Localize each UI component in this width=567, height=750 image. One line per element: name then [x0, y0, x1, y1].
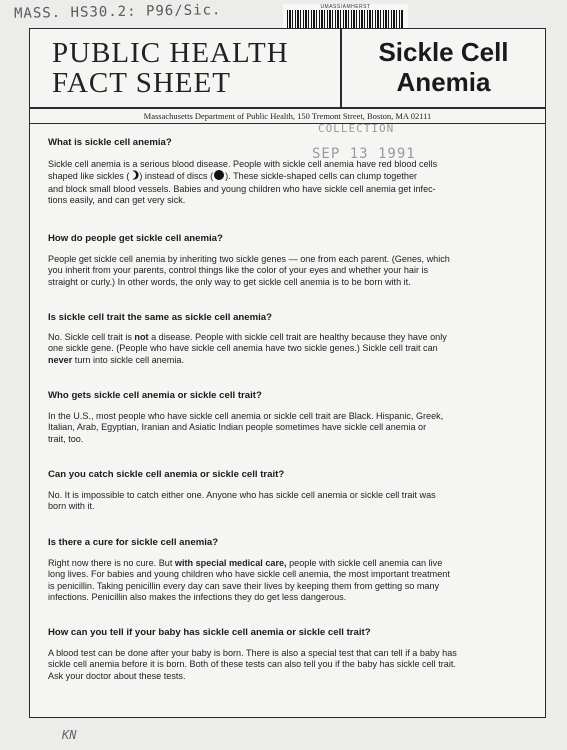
- answer-line: you inherit from your parents, control things like the color of your eyes and whether your hair is: [48, 265, 429, 276]
- disc-shape-icon: [213, 170, 225, 183]
- answer-line: No. It is impossible to catch either one. Anyone who has sickle cell anemia or sickle cell trait was: [48, 490, 436, 500]
- section-question: What is sickle cell anemia?: [48, 137, 172, 148]
- answer-line: People get sickle cell anemia by inheriting two sickle genes — one from each parent. (Genes, which: [48, 254, 450, 264]
- answer-line: A blood test can be done after your baby is born. There is also a special test that can tell if a baby has: [48, 648, 457, 658]
- answer-text: turn into sickle cell anemia.: [72, 354, 184, 365]
- answer-line: Italian, Arab, Egyptian, Iranian and Asiatic Indian people sometimes have sickle cell anemia or: [48, 422, 427, 433]
- answer-emphasis: with special medical care,: [174, 558, 287, 568]
- header-topic-block: [342, 29, 545, 107]
- library-stamp-date: SEP 13 1991: [312, 146, 416, 162]
- section-catch: [48, 469, 436, 513]
- answer-line: born with it.: [48, 501, 95, 512]
- answer-line: and block small blood vessels. Babies and young children who have sickle cell anemia get infec-: [48, 183, 436, 194]
- answer-line: is penicillin. Taking penicillin every day can save their lives by keeping them from getting so many: [48, 580, 440, 591]
- answer-emphasis: never: [48, 354, 73, 365]
- answer-text: a disease. People with sickle cell trait are healthy because they have only: [148, 332, 447, 342]
- answer-line: tions easily, and can get very sick.: [48, 195, 186, 206]
- answer-line: trait, too.: [48, 433, 84, 444]
- section-trait-same: [48, 312, 447, 366]
- sheet-header: [30, 29, 545, 109]
- answer-line: one sickle gene. (People who have sickle cell anemia have two sickle genes.) Sickle cell trait can: [48, 343, 438, 354]
- answer-line: [48, 558, 450, 569]
- topic-line-2: Anemia: [396, 67, 491, 97]
- barcode-header: UMASS/AMHERST: [320, 4, 371, 10]
- answer-text: No. Sickle cell trait is: [48, 332, 135, 342]
- handwritten-call-number: MASS. HS30.2: P96/Sic.: [13, 2, 222, 22]
- library-stamp-collection: COLLECTION: [318, 122, 395, 135]
- section-who-gets: [48, 390, 443, 445]
- section-question: Can you catch sickle cell anemia or sickle cell trait?: [48, 469, 285, 480]
- answer-text: Right now there is no cure. But: [48, 558, 175, 568]
- section-question: How can you tell if your baby has sickle cell anemia or sickle cell trait?: [48, 627, 371, 638]
- fact-sheet: [29, 28, 546, 718]
- sickle-shape-icon: [129, 170, 139, 183]
- answer-text: ). These sickle-shaped cells can clump together: [225, 171, 418, 182]
- header-title-block: [30, 29, 342, 107]
- answer-line: [48, 355, 447, 366]
- answer-line: [48, 170, 437, 183]
- topic-line-1: Sickle Cell: [378, 37, 509, 67]
- answer-line: [48, 332, 447, 343]
- section-how-tell: [48, 627, 457, 682]
- section-question: Is sickle cell trait the same as sickle cell anemia?: [48, 312, 272, 323]
- answer-line: long lives. For babies and young children who have sickle cell anemia, the most important treatment: [48, 569, 450, 580]
- handwritten-initials: KN: [62, 728, 77, 742]
- section-question: Who gets sickle cell anemia or sickle cell trait?: [48, 390, 262, 401]
- answer-text: shaped like sickles (: [48, 171, 130, 182]
- section-what-is: [48, 137, 437, 207]
- answer-line: Ask your doctor about these tests.: [48, 670, 186, 681]
- answer-line: In the U.S., most people who have sickle cell anemia or sickle cell trait are Black. Hispanic, Greek,: [48, 411, 444, 421]
- answer-emphasis: not: [134, 332, 149, 342]
- answer-line: straight or curly.) In other words, the only way to get sickle cell anemia is to be born with it.: [48, 276, 411, 287]
- answer-line: infections. Penicillin also makes the infections they do get less dangerous.: [48, 592, 347, 603]
- section-question: Is there a cure for sickle cell anemia?: [48, 537, 219, 548]
- section-cure: [48, 537, 450, 604]
- department-address: Massachusetts Department of Public Health, 150 Tremont Street, Boston, MA 02111: [30, 109, 545, 124]
- title-line-1: PUBLIC HEALTH: [52, 37, 289, 69]
- answer-line: Sickle cell anemia is a serious blood disease. People with sickle cell anemia have red blood cells: [48, 159, 438, 169]
- section-how-get: [48, 233, 450, 288]
- answer-text: people with sickle cell anemia can live: [286, 558, 443, 568]
- answer-text: ) instead of discs (: [139, 171, 214, 182]
- answer-line: sickle cell anemia before it is born. Both of these tests can also tell you if the baby has sickle cell trait.: [48, 659, 456, 670]
- section-question: How do people get sickle cell anemia?: [48, 233, 223, 244]
- title-line-2: FACT SHEET: [52, 67, 231, 99]
